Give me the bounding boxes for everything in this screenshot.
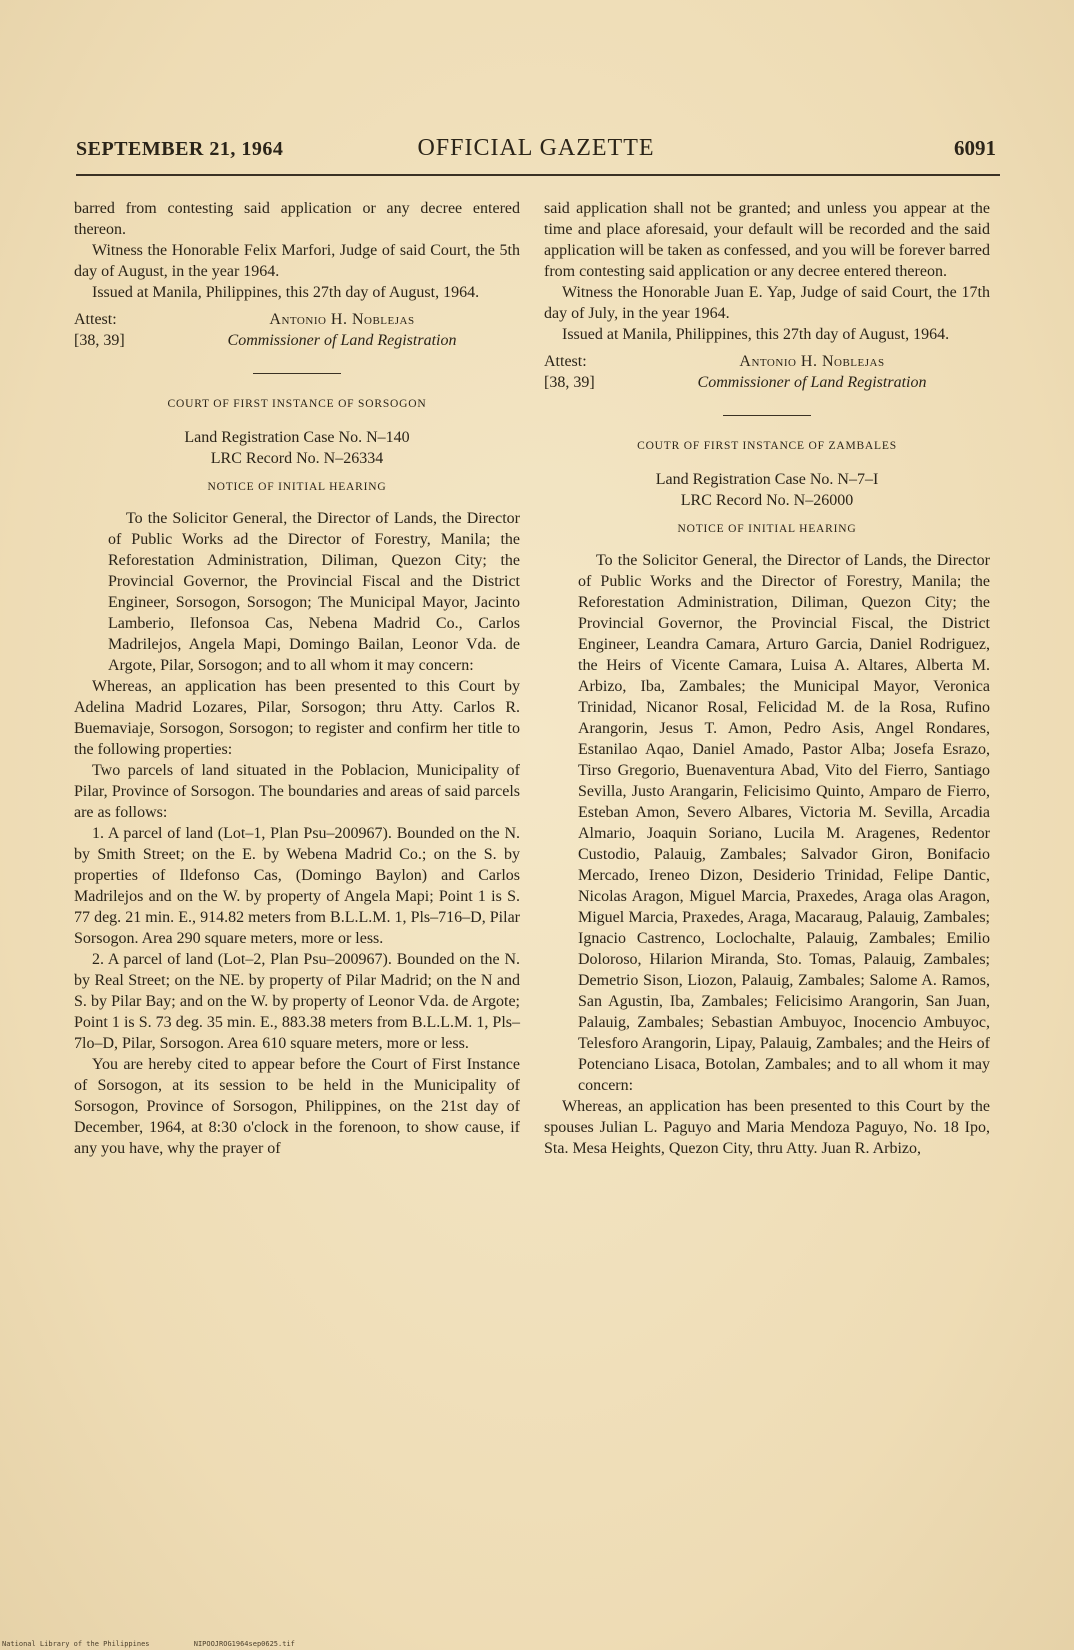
- left-parcel-2: 2. A parcel of land (Lot–2, Plan Psu–200967). Bounded on the N. by Real Street; on the NE. by property of Pilar Madrid; on the N and S. by Pilar Bay; and on the W. by property of Leonor Vda. de Argote; Point 1 is S. 73 deg. 35 min. E., 883.38 meters from B.L.L.M. 1, Pls–7lo–D, Pilar, Sorsogon. Area 610 square meters, more or less.: [74, 951, 520, 1052]
- right-attest-label: Attest:: [544, 353, 587, 370]
- right-whereas-text: Whereas, an application has been presented to this Court by the spouses Julian L. Paguyo and Maria Mendoza Paguyo, No. 18 Ipo, Sta. Mesa Heights, Quezon City, thru Atty. Juan R. Arbizo,: [544, 1098, 990, 1157]
- left-whereas-text: Whereas, an application has been presented to this Court by Adelina Madrid Lozares, Pilar, Sorsogon; thru Atty. Carlos R. Buemaviaje, Sorsogon, Sorsogon; to register and confirm her title to the following properties:: [74, 678, 520, 758]
- header-date: SEPTEMBER 21, 1964: [76, 138, 284, 160]
- left-notice-heading: NOTICE OF INITIAL HEARING: [207, 481, 387, 493]
- left-signer-name: Antonio H. Noblejas: [269, 311, 415, 328]
- footer-file: NIPOOJROG1964sep0625.tif: [193, 1640, 295, 1648]
- left-attest-block: [74, 309, 520, 351]
- right-section-divider: [723, 415, 811, 416]
- left-section-divider: [253, 373, 341, 374]
- left-citation-text: You are hereby cited to appear before the Court of First Instance of Sorsogon, at its session to be held in the Municipality of Sorsogon, Province of Sorsogon, Philippines, on the 21st day of December, 1964, at 8:30 o'clock in the forenoon, to show cause, if any you have, why the prayer of: [74, 1056, 520, 1157]
- right-court-heading: COUTR OF FIRST INSTANCE OF ZAMBALES: [637, 440, 897, 452]
- header-title: OFFICIAL GAZETTE: [417, 135, 655, 161]
- left-case-number: Land Registration Case No. N–140: [184, 429, 410, 446]
- scan-footer: [2, 1640, 335, 1648]
- right-lrc-number: LRC Record No. N–26000: [680, 492, 854, 509]
- left-parcel-1: 1. A parcel of land (Lot–1, Plan Psu–200967). Bounded on the N. by Smith Street; on the E. by Webena Madrid Co.; on the S. by properties of Ildefonso Cas, (Domingo Baylon) and Carlos Madrilejos and on the W. by property of Angela Mapi; Point 1 is S. 77 deg. 21 min. E., 914.82 meters from B.L.L.M. 1, Pls–716–D, Pilar Sorsogon. Area 290 square meters, more or less.: [74, 825, 520, 947]
- right-issue-numbers: [38, 39]: [544, 374, 595, 391]
- right-attest-block: [544, 351, 990, 393]
- right-continuation-text: said application shall not be granted; and unless you appear at the time and place aforesaid, your default will be recorded and the said application will be taken as confessed, and you will be forever barred from contesting said application or any decree entered thereon.: [544, 200, 990, 280]
- header-rule: [76, 174, 1000, 176]
- left-addressees: To the Solicitor General, the Director of Lands, the Director of Public Works ad the Director of Forestry, Manila; the Reforestation Administration, Diliman, Quezon City; the Provincial Governor, the Provincial Fiscal and the District Engineer, Sorsogon, Sorsogon; The Municipal Mayor, Jacinto Lamberio, Ilefonsoa Cas, Nebena Madrid Co., Carlos Madrilejos, Angela Mapi, Domingo Bailan, Leonor Vda. de Argote, Pilar, Sorsogon; and to all whom it may concern:: [108, 510, 520, 674]
- right-signer-title: Commissioner of Land Registration: [697, 374, 927, 391]
- left-witness-text: Witness the Honorable Felix Marfori, Judge of said Court, the 5th day of August, in the year 1964.: [74, 242, 520, 280]
- left-issue-numbers: [38, 39]: [74, 332, 125, 349]
- left-court-heading: COURT OF FIRST INSTANCE OF SORSOGON: [167, 398, 427, 410]
- left-attest-label: Attest:: [74, 311, 117, 328]
- right-issued-text: Issued at Manila, Philippines, this 27th day of August, 1964.: [562, 326, 950, 343]
- page-header: [76, 135, 996, 170]
- footer-library: National Library of the Philippines: [2, 1640, 150, 1648]
- right-column: [544, 198, 990, 1159]
- left-signer-title: Commissioner of Land Registration: [227, 332, 457, 349]
- left-continuation-text: barred from contesting said application or any decree entered thereon.: [74, 200, 520, 238]
- right-addressees: To the Solicitor General, the Director of Lands, the Director of Public Works and the Director of Forestry, Manila; the Reforestation Administration, Diliman, Quezon City; the Provincial Governor, the Provincial Fiscal, the District Engineer, Leandra Camara, Arturo Garcia, Daniel Rodriguez, the Heirs of Vicente Camara, Luisa A. Altares, Alberta M. Arbizo, Iba, Zambales; the Municipal Mayor, Veronica Trinidad, Nicanor Rosal, Felicidad M. de la Rosa, Rufino Arangorin, Jesus T. Amon, Pedro Asis, Angel Rondares, Estanilao Aqao, Daniel Amado, Pastor Alba; Josefa Esrazo, Tirso Gregorio, Buenaventura Abad, Vito del Fierro, Santiago Sevilla, Justo Arangarin, Felicisimo Quinto, Amparo de Fierro, Esteban Amon, Severo Albares, Victoria M. Sevilla, Arcadia Almario, Joaquin Soriano, Lucila M. Aragenes, Redentor Custodio, Palauig, Zambales; Salvador Giron, Bonifacio Mercado, Ireneo Dizon, Desiderio Trinidad, Felipe Dantic, Nicolas Aragon, Miguel Marcia, Praxedes, Araga olas Aragon, Miguel Marcia, Praxedes, Araga, Macaraug, Palauig, Zambales; Ignacio Castrenco, Loclochalte, Palauig, Zambales; Emilio Doloroso, Hilarion Miranda, Sto. Tomas, Palauig, Zambales; Demetrio Sison, Liozon, Palauig, Zambales; Salome A. Ramos, San Agustin, Iba, Zambales; Felicisimo Arangorin, San Juan, Palauig, Zambales; Sebastian Ambuyoc, Inocencio Ambuyoc, Telesforo Arangorin, Lipay, Palauig, Zambales; and the Heirs of Potenciano Lisaca, Botolan, Zambales; and to all whom it may concern:: [578, 552, 990, 1094]
- left-lrc-number: LRC Record No. N–26334: [210, 450, 384, 467]
- right-witness-text: Witness the Honorable Juan E. Yap, Judge of said Court, the 17th day of July, in the year 1964.: [544, 284, 990, 322]
- right-signer-name: Antonio H. Noblejas: [739, 353, 885, 370]
- left-issued-text: Issued at Manila, Philippines, this 27th day of August, 1964.: [92, 284, 480, 301]
- right-notice-heading: NOTICE OF INITIAL HEARING: [677, 523, 857, 535]
- left-parcels-intro: Two parcels of land situated in the Poblacion, Municipality of Pilar, Province of Sorsogon. The boundaries and areas of said parcels are as follows:: [74, 762, 520, 821]
- left-column: [74, 198, 520, 1159]
- right-case-number: Land Registration Case No. N–7–I: [655, 471, 879, 488]
- header-page-number: 6091: [954, 136, 996, 160]
